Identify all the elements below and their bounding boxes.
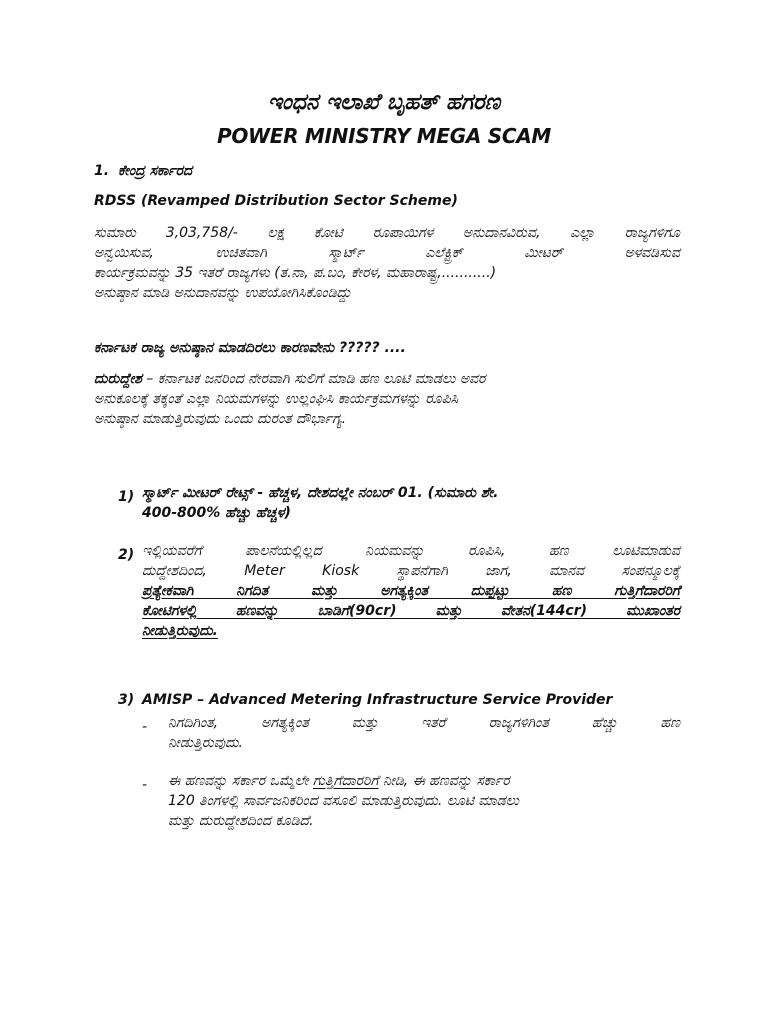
sub-line: ನೀಡುತ್ತಿರುವುದು. <box>168 735 244 751</box>
item-line: 400-800% ಹೆಚ್ಚು ಹೆಚ್ಚಳ) <box>142 505 291 521</box>
scheme-name: RDSS (Revamped Distribution Sector Scheme) <box>94 193 458 209</box>
item-body <box>142 483 680 523</box>
item-line-underlined: ಕೋಟಿಗಳಲ್ಲಿ ಹಣವನ್ನು ಬಾಡಿಗೆ(90cr) ಮತ್ತು ವೇತನ(144cr) ಮುಖಾಂತರ <box>142 603 680 619</box>
item-heading: AMISP – Advanced Metering Infrastructure Service Provider <box>142 692 613 708</box>
sub-bullet: - <box>142 777 148 793</box>
sub-line: 120 ತಿಂಗಳಲ್ಲಿ ಸಾರ್ವಜನಿಕರಿಂದ ವಸೂಲಿ ಮಾಡುತ್ತಿರುವುದು. ಲೂಟಿ ಮಾಡಲು <box>168 793 520 809</box>
item-line: ಇಲ್ಲಿಯವರೆಗೆ ಪಾಲನೆಯಲ್ಲಿಲ್ಲದ ನಿಯಮವನ್ನು ರೂಪಿಸಿ, ಹಣ ಲೂಟಿಮಾಡುವ <box>142 543 680 559</box>
question-line: ಕರ್ನಾಟಕ ರಾಜ್ಯ ಅನುಷ್ಠಾನ ಮಾಡದಿರಲು ಕಾರಣವೇನು ????? .... <box>94 340 406 356</box>
section-heading <box>94 163 680 179</box>
section-number: 1. <box>94 163 110 179</box>
sub-line: ಮತ್ತು ದುರುದ್ದೇಶದಿಂದ ಕೂಡಿದೆ. <box>168 813 314 829</box>
sub-body <box>168 713 680 753</box>
motive-line: ಅನುಷ್ಠಾನ ಮಾಡುತ್ತಿರುವುದು ಒಂದು ದುರಂತ ದೌರ್ಭಾಗ್ಯ. <box>94 411 347 427</box>
intro-line: ಅನ್ವಯಿಸುವ, ಉಚಿತವಾಗಿ ಸ್ಮಾರ್ಟ್ ಎಲೆಕ್ಟ್ರಿಕ್ ಮೀಟರ್ ಅಳವಡಿಸುವ <box>94 245 680 261</box>
sub-bullet: - <box>142 719 148 735</box>
item-line-underlined: ಪ್ರತ್ಯೇಕವಾಗಿ ನಿಗದಿತ ಮತ್ತು ಅಗತ್ಯಕ್ಕಿಂತ ದುಪ್ಪಟ್ಟು ಹಣ ಗುತ್ತಿಗೆದಾರರಿಗೆ <box>142 583 680 599</box>
item-number: 3) <box>118 692 135 708</box>
motive-label: ದುರುದ್ದೇಶ <box>94 371 142 387</box>
motive-text: – ಕರ್ನಾಟಕ ಜನರಿಂದ ನೇರವಾಗಿ ಸುಲಿಗೆ ಮಾಡಿ ಹಣ ಲೂಟಿ ಮಾಡಲು ಅವರ <box>146 371 486 387</box>
item-number: 2) <box>118 547 135 563</box>
list-item-1 <box>118 483 680 523</box>
sub-text-underlined: ಗುತ್ತಿಗೆದಾರರಿಗೆ <box>312 773 379 789</box>
sub-item <box>142 713 680 753</box>
intro-line: ಅನುಷ್ಠಾನ ಮಾಡಿ ಅನುದಾನವನ್ನು ಉಪಯೋಗಿಸಿಕೊಂಡಿದ್ದು <box>94 285 352 301</box>
list-item-2 <box>118 541 680 641</box>
item-line: ದುದ್ದೇಶದಿಂದ, Meter Kiosk ಸ್ಥಾಪನೆಗಾಗಿ ಜಾಗ, ಮಾನವ ಸಂಪನ್ಮೂಲಕ್ಕೆ <box>142 563 680 579</box>
intro-paragraph <box>94 223 680 303</box>
motive-line: ಅನುಕೂಲಕ್ಕೆ ತಕ್ಕಂತೆ ಎಲ್ಲಾ ನಿಯಮಗಳನ್ನು ಉಲ್ಲಂಘಿಸಿ ಕಾರ್ಯಕ್ರಮಗಳನ್ನು ರೂಪಿಸಿ <box>94 391 459 407</box>
title-kannada: ಇಂಧನ ಇಲಾಖೆ ಬೃಹತ್ ಹಗರಣ <box>267 90 501 115</box>
sub-item <box>142 771 680 831</box>
motive-line <box>94 369 680 389</box>
intro-line: ಕಾರ್ಯಕ್ರಮವನ್ನು 35 ಇತರೆ ರಾಜ್ಯಗಳು (ತ.ನಾ, ಪ.ಬಂ, ಕೇರಳ, ಮಹಾರಾಷ್ಟ್ರ,...........) <box>94 265 497 281</box>
intro-line: ಸುಮಾರು 3,03,758/- ಲಕ್ಷ ಕೋಟಿ ರೂಪಾಯಿಗಳ ಅನುದಾನವಿರುವ, ಎಲ್ಲಾ ರಾಜ್ಯಗಳಿಗೂ <box>94 225 680 241</box>
motive-paragraph <box>94 369 680 429</box>
sub-text: ನೀಡಿ, ಈ ಹಣವನ್ನು ಸರ್ಕಾರ <box>378 773 510 789</box>
sub-line: ನಿಗದಿಗಿಂತ, ಅಗತ್ಯಕ್ಕಿಂತ ಮತ್ತು ಇತರೆ ರಾಜ್ಯಗಳಿಗಿಂತ ಹೆಚ್ಚು ಹಣ <box>168 715 680 731</box>
item-body <box>142 541 680 641</box>
title-english: POWER MINISTRY MEGA SCAM <box>216 124 551 148</box>
sub-text: ಈ ಹಣವನ್ನು ಸರ್ಕಾರ ಒಮ್ಮೆಲೇ <box>168 773 313 789</box>
list-item-3 <box>118 686 680 715</box>
item-number: 1) <box>118 489 135 505</box>
item-line: ಸ್ಮಾರ್ಟ್ ಮೀಟರ್ ರೇಟ್ಸ್ - ಹೆಚ್ಚಳ, ದೇಶದಲ್ಲೇ ನಂಬರ್ 01. (ಸುಮಾರು ಶೇ. <box>142 485 499 501</box>
section-title: ಕೇಂದ್ರ ಸರ್ಕಾರದ <box>118 163 193 179</box>
item-line-underlined: ನೀಡುತ್ತಿರುವುದು. <box>142 623 218 639</box>
sub-line <box>168 771 680 791</box>
sub-body <box>168 771 680 831</box>
